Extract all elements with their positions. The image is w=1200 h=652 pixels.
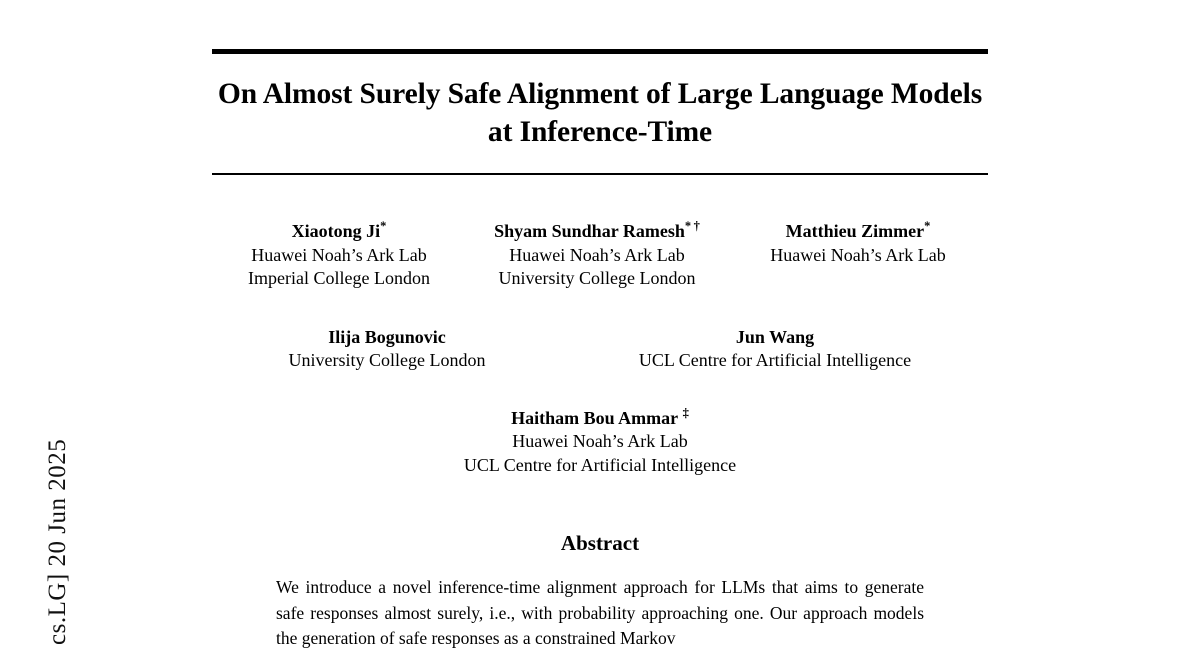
author-footnote-marker: * (924, 219, 931, 233)
author-name-line (562, 321, 988, 350)
author-name-line (212, 321, 562, 350)
author-row (212, 402, 988, 478)
paper-page (212, 0, 988, 648)
author-entry (212, 215, 466, 291)
author-name: Xiaotong Ji (291, 221, 381, 241)
author-name: Matthieu Zimmer (785, 221, 925, 241)
author-entry (562, 321, 988, 373)
page-title: On Almost Surely Safe Alignment of Large Language Models at Inference-Time (217, 78, 983, 148)
author-name-line (728, 215, 988, 244)
author-affiliation: Huawei Noah’s Ark Lab (509, 244, 685, 265)
author-name: Shyam Sundhar Ramesh (494, 221, 685, 241)
arxiv-stamp-text: cs.LG] 20 Jun 2025 (44, 438, 71, 645)
author-name-line (466, 215, 728, 244)
author-affiliation: Imperial College London (248, 268, 430, 288)
author-affiliation: University College London (288, 350, 486, 370)
author-affiliation: Huawei Noah’s Ark Lab (512, 431, 688, 451)
author-affiliation: UCL Centre for Artificial Intelligence (638, 350, 912, 370)
author-name: Ilija Bogunovic (328, 326, 446, 347)
abstract-heading: Abstract (560, 531, 640, 555)
author-affiliation: University College London (498, 268, 696, 288)
author-name-line (212, 402, 988, 431)
author-footnote-marker: ‡ (682, 405, 689, 420)
author-footnote-marker: * † (684, 219, 700, 233)
author-entry (212, 402, 988, 478)
author-entry (466, 215, 728, 291)
abstract-body: We introduce a novel inference-time alignment approach for LLMs that aims to generate safe responses almost surely, i.e., with probability approaching one. Our approach models the generation of safe responses as a constrained Markov (276, 577, 924, 648)
arxiv-vertical-stamp (0, 0, 71, 648)
title-rule-top (212, 49, 988, 54)
author-affiliation: Huawei Noah’s Ark Lab (770, 244, 946, 265)
author-name: Haitham Bou Ammar (511, 407, 679, 428)
authors-block (212, 215, 988, 477)
author-affiliation: Huawei Noah’s Ark Lab (251, 244, 427, 265)
author-row (212, 215, 988, 291)
author-affiliation: UCL Centre for Artificial Intelligence (463, 454, 737, 475)
title-rule-bottom (212, 173, 988, 175)
author-row (212, 321, 988, 373)
author-name-line (212, 215, 466, 244)
author-footnote-marker: * (380, 219, 387, 233)
author-name: Jun Wang (735, 326, 815, 347)
author-entry (728, 215, 988, 267)
author-entry (212, 321, 562, 373)
